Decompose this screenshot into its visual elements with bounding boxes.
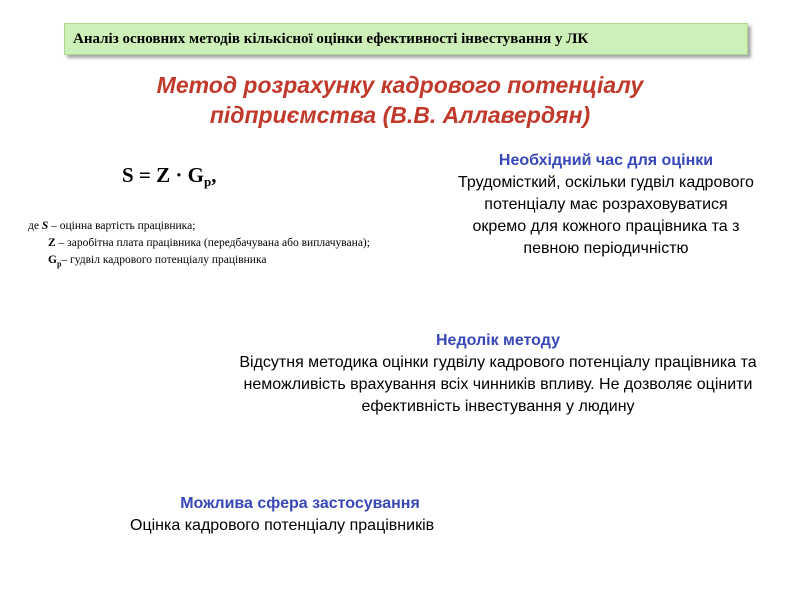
drawback-block-text: Відсутня методика оцінки гудвілу кадрового потенціалу працівника та неможливість врахування всіх чинників впливу. Не дозволяє оцінити ефективність інвестування у людину [239, 354, 757, 415]
formula-subscript: p [204, 174, 212, 189]
drawback-block-heading: Недолік методу [435, 332, 560, 349]
time-block-text: Трудомісткий, оскільки гудвіл кадрового потенціалу має розраховуватися окремо для кожного працівника та з певною періодичністю [458, 174, 754, 257]
definition-g-text: – гудвіл кадрового потенціалу працівника [61, 254, 267, 266]
scope-block [130, 493, 470, 537]
time-block-heading: Необхідний час для оцінки [498, 152, 714, 169]
slide-title-line-1: Метод розрахунку кадрового потенціалу [156, 72, 644, 98]
definition-g-symbol: G [48, 254, 57, 266]
formula-main: S = Z · G [122, 163, 204, 187]
definition-g-subscript: p [56, 259, 62, 269]
formula-definitions [28, 218, 373, 272]
definitions-where: де [28, 220, 39, 232]
scope-block-text: Оцінка кадрового потенціалу працівників [130, 517, 435, 534]
drawback-block [228, 330, 768, 418]
time-block [456, 150, 756, 260]
definition-z-symbol: Z [48, 237, 56, 249]
slide-title-line-2: підприємства (В.В. Аллавердян) [209, 102, 591, 128]
definition-s-symbol: S [41, 220, 49, 232]
slide-banner: Аналіз основних методів кількісної оцінки ефективності інвестування у ЛК [64, 23, 748, 55]
scope-block-heading: Можлива сфера застосування [180, 495, 420, 512]
definition-s-text: – оцінна вартість працівника; [48, 220, 196, 232]
definition-z-text: – заробітна плата працівника (передбачувана або виплачувана); [55, 237, 370, 249]
formula [122, 163, 216, 190]
formula-tail: , [211, 163, 217, 187]
